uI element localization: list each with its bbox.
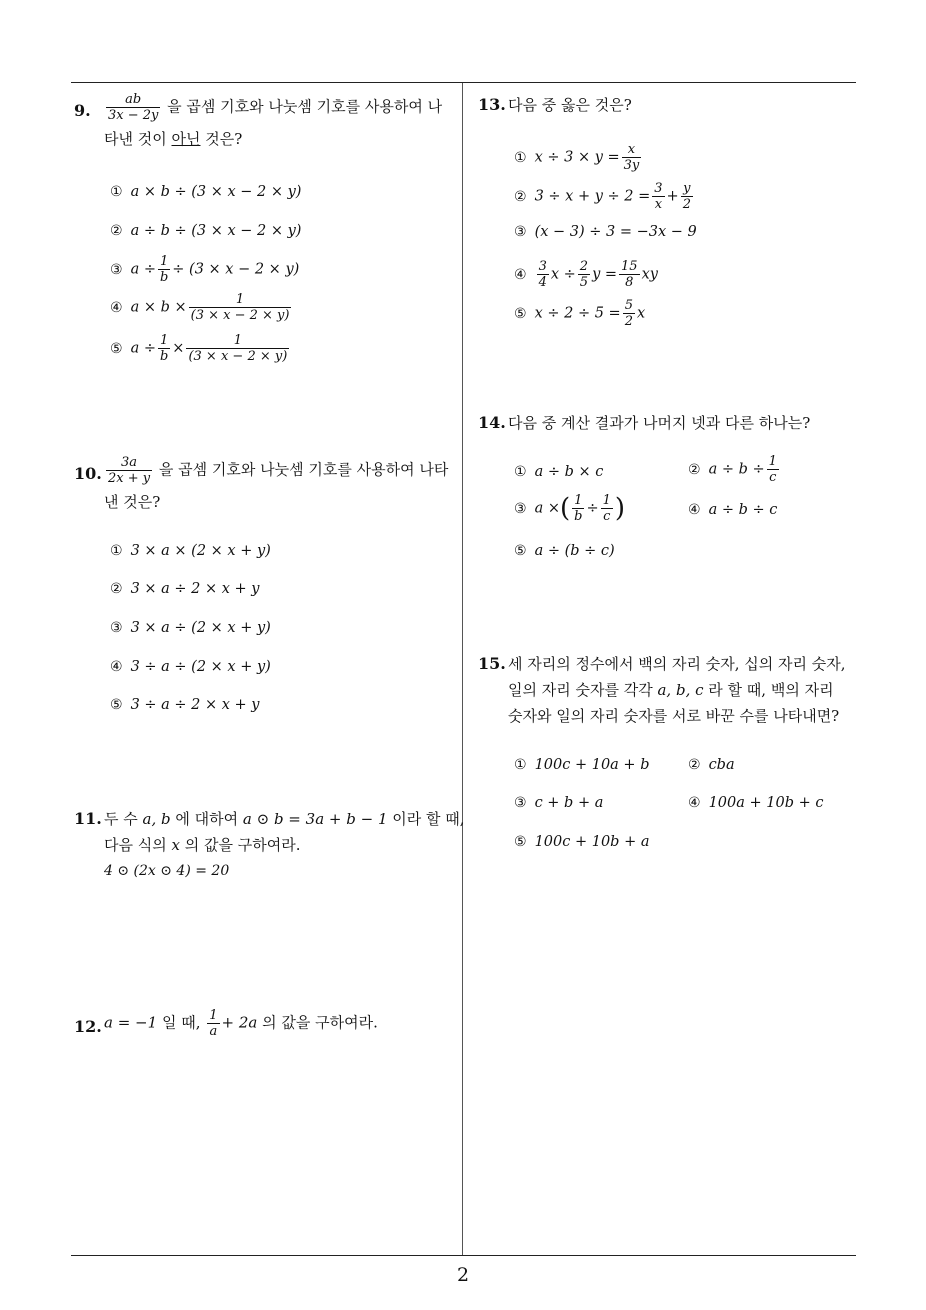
question-number: 15. (478, 654, 506, 673)
question-stem-line-1: $\frac{3a}{2x + y}$ 을 곱셈 기호와 나눗셈 기호를 사용하여 나타 (108, 455, 449, 486)
option-2[interactable]: ② a ÷ b ÷ $\frac{1}{c}$ (688, 454, 777, 485)
right-paren: ) (614, 493, 626, 524)
question-stem: a = −1 일 때, $\frac{1}{a}$ + 2a 의 값을 구하여라. (104, 1008, 378, 1039)
question-stem: 다음 중 계산 결과가 나머지 넷과 다른 하나는? (508, 414, 811, 432)
question-stem-line-1: 두 수 a, b 에 대하여 a ⊙ b = 3a + b − 1 이라 할 때, (104, 810, 465, 828)
option-1[interactable]: ① 100c + 10a + b (514, 757, 650, 773)
question-10 (74, 455, 459, 725)
emphasis-underline: 아닌 (171, 130, 201, 148)
option-4[interactable]: ④ a × b × $\frac{1}{(3 \times x - 2 \times y)}$ (110, 292, 290, 323)
option-5[interactable]: ⑤ a ÷ (b ÷ c) (514, 543, 615, 559)
page-number: 2 (456, 1264, 470, 1286)
option-4[interactable]: ④ $\frac{3}{4}$ x ÷ $\frac{2}{5}$ y = $\frac{15}{8}$ xy (514, 259, 658, 290)
question-14 (478, 410, 853, 570)
option-2[interactable]: ② cba (688, 757, 735, 773)
question-stem-line-1: $\frac{ab}{3x - 2y}$ 을 곱셈 기호와 나눗셈 기호를 사용하여 나 (108, 92, 443, 123)
equation: 4 ⊙ (2x ⊙ 4) = 20 (104, 863, 230, 879)
question-9 (74, 92, 459, 382)
left-paren: ( (559, 493, 571, 524)
question-number: 14. (478, 413, 506, 432)
option-3[interactable]: ③ 3 × a ÷ (2 × x + y) (110, 620, 271, 636)
stem-fraction: $\frac{ab}{3x - 2y}$ (108, 92, 159, 123)
option-5[interactable]: ⑤ 3 ÷ a ÷ 2 × x + y (110, 697, 260, 713)
column-divider (462, 83, 463, 1256)
top-rule (71, 82, 856, 83)
question-number: 12. (74, 1017, 102, 1036)
question-15 (478, 651, 856, 861)
question-number: 9. (74, 101, 91, 120)
option-2[interactable]: ② a ÷ b ÷ (3 × x − 2 × y) (110, 223, 302, 239)
option-5[interactable]: ⑤ a ÷ $\frac{1}{b}$ × $\frac{1}{(3 \times x - 2 \times y)}$ (110, 333, 288, 364)
option-4[interactable]: ④ 100a + 10b + c (688, 795, 824, 811)
option-1[interactable]: ① 3 × a × (2 × x + y) (110, 543, 271, 559)
option-4[interactable]: ④ 3 ÷ a ÷ (2 × x + y) (110, 659, 271, 675)
question-stem: 다음 중 옳은 것은? (508, 96, 632, 114)
option-3[interactable]: ③ a ÷ $\frac{1}{b}$ ÷ (3 × x − 2 × y) (110, 254, 300, 285)
question-11 (74, 806, 465, 886)
option-2[interactable]: ② 3 × a ÷ 2 × x + y (110, 581, 260, 597)
question-stem-line-2: 일의 자리 숫자를 각각 a, b, c 라 할 때, 백의 자리 (508, 681, 834, 699)
question-13 (478, 92, 853, 332)
option-1[interactable]: ① x ÷ 3 × y = $\frac{x}{3y}$ (514, 142, 640, 173)
option-4[interactable]: ④ a ÷ b ÷ c (688, 502, 778, 518)
option-1[interactable]: ① a × b ÷ (3 × x − 2 × y) (110, 184, 302, 200)
option-3[interactable]: ③ a ×( $\frac{1}{b}$ ÷ $\frac{1}{c}$ ) (514, 493, 626, 524)
bottom-rule (71, 1255, 856, 1256)
question-stem-line-2: 다음 식의 x 의 값을 구하여라. (104, 836, 301, 854)
stem-fraction: $\frac{3a}{2x + y}$ (108, 455, 151, 486)
question-12 (74, 1008, 459, 1048)
question-stem-line-1: 세 자리의 정수에서 백의 자리 숫자, 십의 자리 숫자, (508, 655, 846, 673)
option-2[interactable]: ② 3 ÷ x + y ÷ 2 = $\frac{3}{x}$ + $\frac{y}{2}$ (514, 181, 691, 212)
option-3[interactable]: ③ c + b + a (514, 795, 604, 811)
question-stem-line-2: 낸 것은? (104, 493, 161, 511)
question-number: 10. (74, 464, 102, 483)
option-5[interactable]: ⑤ x ÷ 2 ÷ 5 = $\frac{5}{2}$ x (514, 298, 646, 329)
question-number: 11. (74, 809, 102, 828)
option-5[interactable]: ⑤ 100c + 10b + a (514, 834, 650, 850)
question-stem-line-2: 타낸 것이 아닌 것은? (104, 130, 243, 148)
option-1[interactable]: ① a ÷ b × c (514, 464, 604, 480)
question-stem-line-3: 숫자와 일의 자리 숫자를 서로 바꾼 수를 나타내면? (508, 707, 840, 725)
question-number: 13. (478, 95, 506, 114)
option-3[interactable]: ③ (x − 3) ÷ 3 = −3x − 9 (514, 224, 697, 240)
